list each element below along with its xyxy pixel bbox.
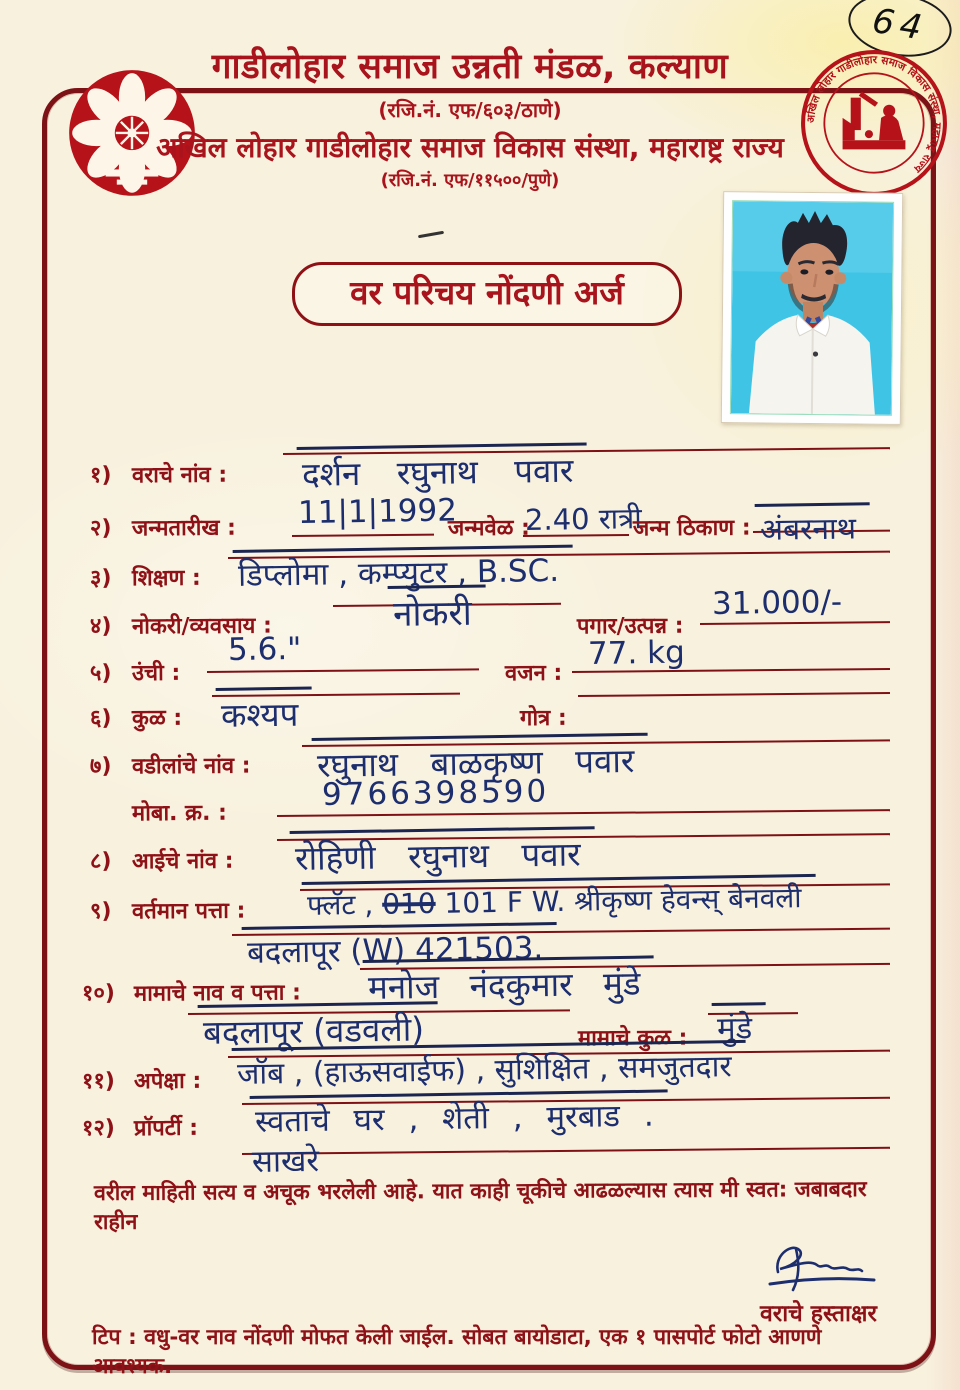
org-registration-1: (रजि.नं. एफ/६०३/ठाणे): [378, 98, 562, 122]
uncle-address-value: बदलापूर (वडवली): [198, 1001, 439, 1054]
field-number: १): [89, 462, 112, 489]
expectations-label: अपेक्षा :: [133, 1068, 202, 1095]
birth-place-label: जन्म ठिकाण :: [632, 515, 751, 542]
struck-text: 010: [381, 886, 436, 921]
field-number: ११): [81, 1068, 116, 1095]
father-name-label: वडीलांचे नांव :: [131, 753, 251, 780]
field-number: ४): [89, 613, 112, 640]
kul-label: कुळ :: [131, 705, 183, 732]
birth-date-label: जन्मतारीख :: [131, 515, 236, 542]
org-registration-2: (रजि.नं. एफ/११५००/पुणे): [380, 170, 560, 191]
property-label: प्रॉपर्टी :: [133, 1115, 199, 1142]
form-title: वर परिचय नोंदणी अर्ज: [292, 262, 682, 326]
birth-place-value: अंबरनाथ: [755, 502, 871, 549]
groom-name-value: दर्शन रघुनाथ पवार: [297, 442, 588, 496]
birth-time-value: 2.40 रात्री: [524, 501, 642, 537]
kul-value: कश्यप: [216, 686, 313, 737]
uncle-name-label: मामाचे नाव व पत्ता :: [133, 980, 301, 1007]
father-name-value: रघुनाथ बाळकृष्ण पवार: [312, 733, 649, 787]
salary-label: पगार/उत्पन्न :: [576, 613, 684, 640]
gotra-label: गोत्र :: [519, 705, 567, 732]
occupation-value: नोकरी: [388, 584, 487, 637]
birth-date-value: 11|1|1992: [297, 492, 458, 531]
expectations-value: जॉब , (हाऊसवाईफ) , सुशिक्षित , समजुतदार: [232, 1040, 746, 1093]
signature-mark: [762, 1238, 888, 1300]
weight-value: 77. kg: [587, 634, 686, 672]
weight-label: वजन :: [504, 660, 563, 687]
mother-name-value: रोहिणी रघुनाथ पवार: [290, 826, 595, 880]
property-value-line1: स्वताचे घर , शेती , मुरबाड .: [250, 1089, 668, 1142]
field-number: १२): [81, 1115, 116, 1142]
address-value-line2: बदलापूर (W) 421503.: [242, 922, 558, 973]
stamp-circular-text: अखिल लोहार गाडीलोहार समाज विकास संस्था, महाराष्ट्र राज्य: [804, 53, 944, 176]
salary-value: 31.000/-: [711, 583, 843, 622]
groom-photo: [721, 191, 903, 425]
groom-name-label: वराचे नांव :: [131, 462, 228, 489]
mobile-value: 9766398590: [321, 773, 550, 813]
mobile-label: मोबा. क्र. :: [131, 800, 227, 827]
education-value: डिप्लोमा , कम्प्युटर , B.SC.: [233, 545, 574, 596]
field-number: ६): [89, 705, 112, 732]
signature-label: वराचे हस्ताक्षर: [760, 1301, 877, 1327]
field-number: ७): [89, 753, 112, 780]
field-number: ८): [89, 848, 112, 875]
footer-note: टिप : वधु-वर नाव नोंदणी मोफत केली जाईल. सोबत बायोडाटा, एक १ पासपोर्ट फोटो आणणे आवश्यक.: [92, 1325, 822, 1379]
field-number: ३): [89, 565, 112, 592]
field-number: २): [89, 515, 112, 542]
blacksmith-scene-icon: [843, 92, 906, 150]
mother-name-label: आईचे नांव :: [131, 848, 234, 875]
address-value-line1: फ्लॅट , 010 101 F W. श्रीकृष्ण हेवन्स् बेनवली: [302, 874, 816, 924]
field-number: ९): [89, 898, 112, 925]
uncle-kul-value: मुंडे: [712, 1002, 767, 1049]
uncle-name-value: मनोज नंदकुमार मुंडे: [363, 955, 655, 1009]
property-value-line2: साखरे: [251, 1142, 320, 1180]
field-number: ५): [89, 660, 112, 687]
uncle-kul-label: मामाचे कुळ :: [577, 1025, 688, 1052]
society-stamp-icon: [798, 44, 950, 202]
declaration-text: वरील माहिती सत्य व अचूक भरलेली आहे. यात काही चूकीचे आढळल्यास त्यास मी स्वत: जबाबदार राहीन: [93, 1176, 867, 1236]
occupation-label: नोकरी/व्यवसाय :: [131, 613, 272, 640]
handwritten-page-number: 64: [844, 0, 956, 64]
org-name-primary: गाडीलोहार समाज उन्नती मंडळ, कल्याण: [211, 47, 729, 87]
field-number: १०): [81, 980, 116, 1007]
birth-time-label: जन्मवेळ :: [447, 515, 530, 542]
height-label: उंची :: [131, 660, 181, 687]
height-value: 5.6.": [227, 630, 302, 668]
org-name-secondary: अखिल लोहार गाडीलोहार समाज विकास संस्था, महाराष्ट्र राज्य: [156, 131, 784, 164]
education-label: शिक्षण :: [131, 565, 201, 592]
address-label: वर्तमान पत्ता :: [131, 898, 246, 925]
